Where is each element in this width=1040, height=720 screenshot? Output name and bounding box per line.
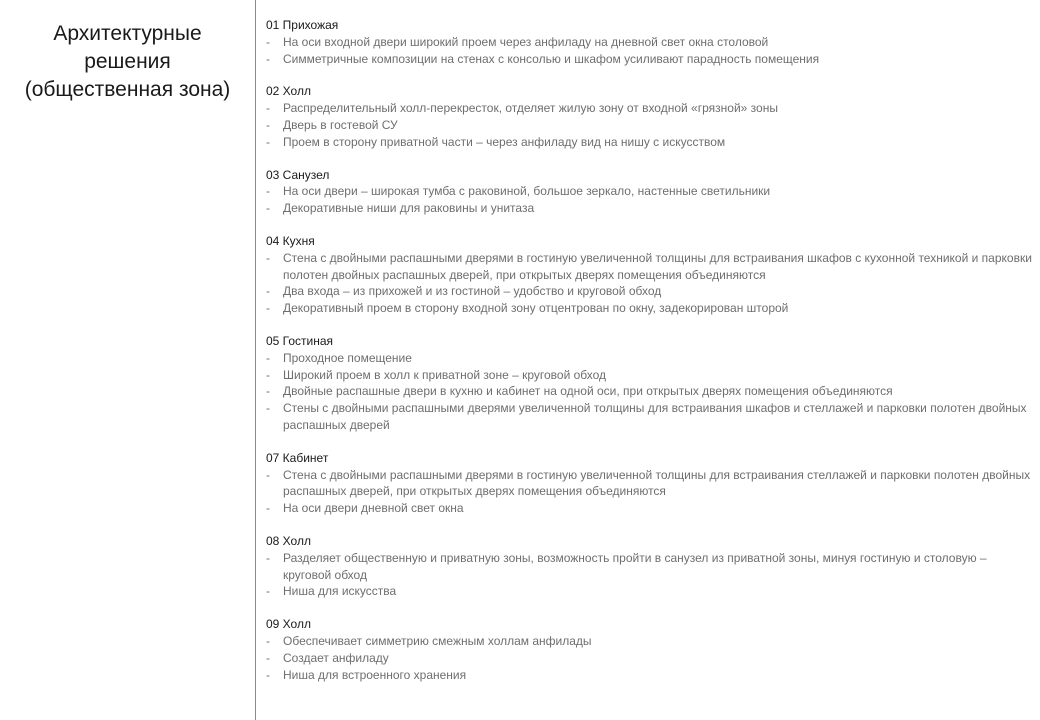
section-title: 05 Гостиная (266, 333, 334, 348)
section-title: 04 Кухня (266, 233, 315, 248)
bullet-list (266, 100, 1034, 150)
section-living-room (266, 333, 1034, 434)
section-title: 01 Прихожая (266, 18, 339, 32)
list-item: - Ниша для искусства (266, 583, 1034, 600)
section-study (266, 450, 1034, 517)
section-title: 07 Кабинет (266, 450, 329, 465)
list-item: - Стены с двойными распашными дверями увеличенной толщины для встраивания шкафов и стеллажей и парковки полотен двойных распашных дверей (266, 400, 1034, 434)
bullet-list (266, 467, 1034, 517)
list-item: - Стена с двойными распашными дверями в гостиную увеличенной толщины для встраивания шкафов с кухонной техникой и парковки полотен двойных распашных дверей, при открытых дверях помещения объединяются (266, 250, 1034, 284)
left-panel (0, 0, 255, 720)
content-area (266, 17, 1034, 699)
page-title: Архитектурные решения (общественная зона) (24, 22, 231, 101)
list-item: - Обеспечивает симметрию смежным холлам анфилады (266, 633, 1034, 650)
list-item: - Два входа – из прихожей и из гостиной – удобство и круговой обход (266, 283, 1034, 300)
bullet-list (266, 250, 1034, 317)
list-item: - Стена с двойными распашными дверями в гостиную увеличенной толщины для встраивания стеллажей и парковки полотен двойных распашных дверей, при открытых дверях помещения объединяются (266, 467, 1034, 501)
list-item: - Разделяет общественную и приватную зоны, возможность пройти в санузел из приватной зоны, минуя гостиную и столовую – круговой обход (266, 550, 1034, 584)
bullet-list (266, 183, 1034, 217)
section-hall-08 (266, 533, 1034, 600)
list-item: - На оси входной двери широкий проем через анфиладу на дневной свет окна столовой (266, 34, 1034, 51)
list-item: - Ниша для встроенного хранения (266, 667, 1034, 684)
bullet-list (266, 633, 1034, 683)
list-item: - Распределительный холл-перекресток, отделяет жилую зону от входной «грязной» зоны (266, 100, 1034, 117)
section-hall-02 (266, 83, 1034, 150)
list-item: - На оси двери дневной свет окна (266, 500, 1034, 517)
section-title: 02 Холл (266, 84, 311, 99)
list-item: - Декоративные ниши для раковины и унитаза (266, 200, 1034, 217)
section-title: 03 Санузел (266, 167, 330, 182)
section-title: 09 Холл (266, 617, 311, 632)
list-item: - На оси двери – широкая тумба с раковиной, большое зеркало, настенные светильники (266, 183, 1034, 200)
bullet-list (266, 34, 1034, 68)
list-item: - Проем в сторону приватной части – через анфиладу вид на нишу с искусством (266, 134, 1034, 151)
list-item: - Симметричные композиции на стенах с консолью и шкафом усиливают парадность помещения (266, 51, 1034, 68)
vertical-divider (255, 0, 256, 720)
section-entrance-hall (266, 17, 1034, 67)
section-hall-09 (266, 616, 1034, 683)
section-bathroom (266, 167, 1034, 217)
list-item: - Широкий проем в холл к приватной зоне – круговой обход (266, 367, 1034, 384)
list-item: - Проходное помещение (266, 350, 1034, 367)
list-item: - Двойные распашные двери в кухню и кабинет на одной оси, при открытых дверях помещения объединяются (266, 383, 1034, 400)
section-kitchen (266, 233, 1034, 317)
bullet-list (266, 550, 1034, 600)
section-title: 08 Холл (266, 533, 311, 548)
bullet-list (266, 350, 1034, 434)
list-item: - Декоративный проем в сторону входной зону отцентрован по окну, задекорирован шторой (266, 300, 1034, 317)
list-item: - Создает анфиладу (266, 650, 1034, 667)
list-item: - Дверь в гостевой СУ (266, 117, 1034, 134)
